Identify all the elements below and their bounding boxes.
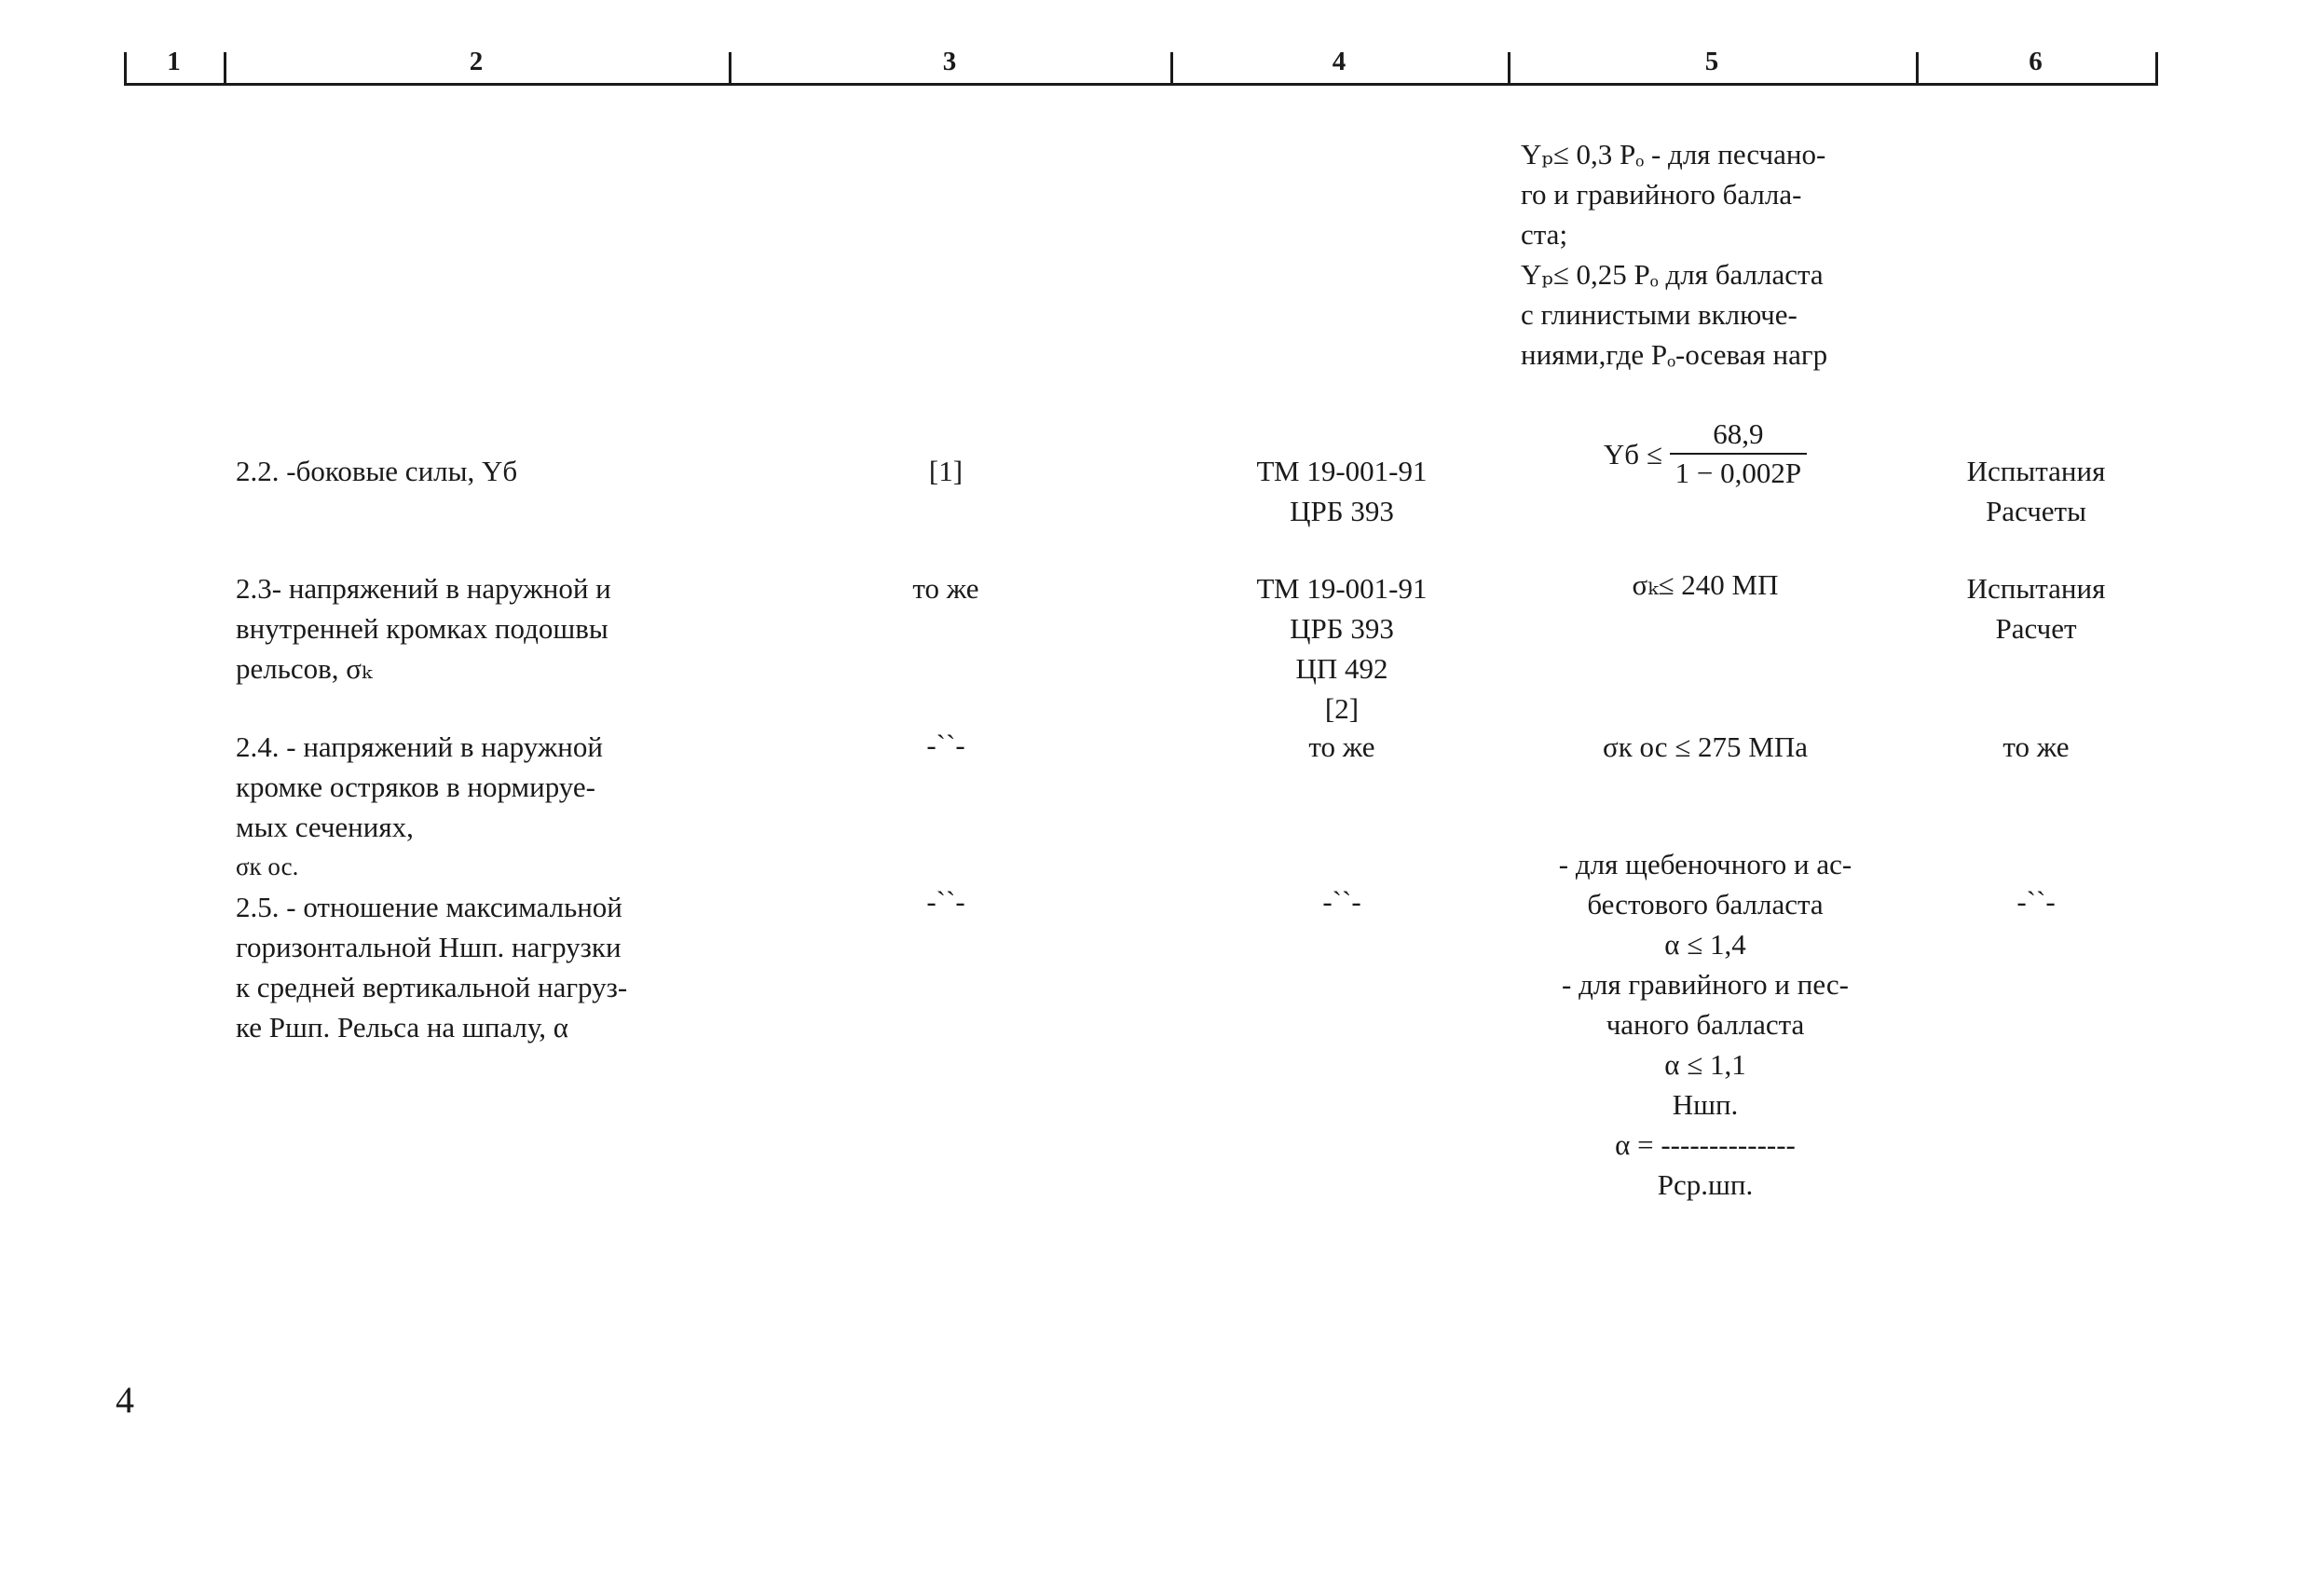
text-line: α = -------------- — [1615, 1128, 1796, 1161]
row-2-2-norm-formula — [1500, 416, 1910, 492]
formula-fraction — [1670, 416, 1807, 492]
continuation-note — [1521, 134, 1912, 375]
text-line: Испытания — [1966, 455, 2106, 487]
text-line: -``- — [1322, 885, 1361, 918]
row-2-3-norm — [1500, 565, 1910, 605]
text-line: Испытания — [1966, 572, 2106, 605]
text-line: σк ос. — [236, 853, 299, 880]
text-line: с глинистыми включе- — [1521, 298, 1797, 331]
row-2-3-document — [1193, 568, 1491, 729]
formula-denominator: 1 − 0,002P — [1674, 457, 1802, 489]
text-line: ЦРБ 393 — [1290, 495, 1394, 527]
text-line: -``- — [2016, 885, 2056, 918]
text-line: 2.5. - отношение максимальной — [236, 891, 622, 923]
text-line: - для щебеночного и ас- — [1558, 848, 1852, 880]
text-line: мых сечениях, — [236, 811, 414, 843]
row-2-2-reference — [876, 451, 1016, 491]
text-line: то же — [1308, 730, 1375, 763]
text-line: горизонтальной Ншп. нагрузки — [236, 931, 622, 963]
row-2-3-reference — [876, 568, 1016, 608]
row-2-5-norm — [1500, 844, 1910, 1205]
text-line: Рср.шп. — [1657, 1168, 1754, 1201]
text-line: 2.3- напряжений в наружной и — [236, 572, 611, 605]
text-line: го и гравийного балла- — [1521, 178, 1802, 211]
text-line: α ≤ 1,1 — [1664, 1048, 1746, 1081]
page-number: 4 — [116, 1379, 134, 1421]
text-line: рельсов, σₖ — [236, 652, 373, 685]
text-line: кромке остряков в нормируе- — [236, 771, 595, 803]
text-line: σк ос ≤ 275 МПа — [1602, 730, 1809, 763]
formula-numerator: 68,9 — [1670, 416, 1807, 455]
text-line: ТМ 19-001-91 — [1256, 572, 1428, 605]
row-2-2-method — [1929, 451, 2143, 531]
text-line: ниями,где Pₒ-осевая нагр — [1521, 338, 1828, 371]
text-line: -``- — [926, 885, 965, 918]
column-number-4: 4 — [1332, 47, 1346, 76]
row-2-4-document — [1193, 727, 1491, 767]
row-2-4-norm — [1500, 727, 1910, 767]
column-number-1: 1 — [167, 47, 181, 76]
column-number-3: 3 — [942, 47, 957, 76]
text-line: то же — [2002, 730, 2070, 763]
text-line: чаного балласта — [1606, 1008, 1805, 1041]
row-2-4-method — [1929, 727, 2143, 767]
text-line: внутренней кромках подошвы — [236, 612, 608, 645]
header-tick — [2155, 52, 2158, 85]
text-line: ТМ 19-001-91 — [1256, 455, 1428, 487]
row-2-4-reference — [876, 725, 1016, 765]
row-2-3-parameter — [236, 568, 730, 689]
row-2-3-method — [1929, 568, 2143, 648]
header-rule — [124, 83, 2158, 86]
text-line: α ≤ 1,4 — [1664, 928, 1746, 961]
row-2-2-document — [1193, 451, 1491, 531]
text-line: - для гравийного и пес- — [1562, 968, 1849, 1001]
text-line: σₖ≤ 240 МП — [1632, 568, 1779, 601]
row-2-5-reference — [876, 881, 1016, 921]
text-line: ЦП 492 — [1295, 652, 1388, 685]
column-number-5: 5 — [1704, 47, 1719, 76]
text-line: Ншп. — [1672, 1088, 1739, 1121]
row-2-5-method — [1929, 881, 2143, 921]
text-line: ста; — [1521, 218, 1568, 251]
text-line: ке Ршп. Рельса на шпалу, α — [236, 1011, 569, 1044]
text-line: Yₚ≤ 0,25 Pₒ для балласта — [1521, 258, 1824, 291]
text-line: бестового балласта — [1587, 888, 1824, 921]
text-line: 2.2. -боковые силы, Yб — [236, 455, 518, 487]
text-line: ЦРБ 393 — [1290, 612, 1394, 645]
row-2-5-parameter — [236, 887, 730, 1047]
text-line: к средней вертикальной нагруз- — [236, 971, 628, 1003]
text-line: то же — [912, 572, 979, 605]
row-2-4-parameter — [236, 727, 730, 882]
column-number-2: 2 — [469, 47, 484, 76]
text-line: -``- — [926, 729, 965, 761]
text-line: [1] — [928, 455, 964, 487]
text-line: [2] — [1324, 692, 1360, 725]
column-number-6: 6 — [2029, 47, 2043, 76]
text-line: Расчет — [1995, 612, 2077, 645]
row-2-2-parameter — [236, 451, 730, 491]
row-2-5-document — [1193, 881, 1491, 921]
text-line: Yₚ≤ 0,3 Pₒ - для песчано- — [1521, 138, 1826, 171]
text-line: Расчеты — [1986, 495, 2086, 527]
formula-lhs: Yб ≤ — [1603, 437, 1662, 471]
text-line: 2.4. - напряжений в наружной — [236, 730, 603, 763]
